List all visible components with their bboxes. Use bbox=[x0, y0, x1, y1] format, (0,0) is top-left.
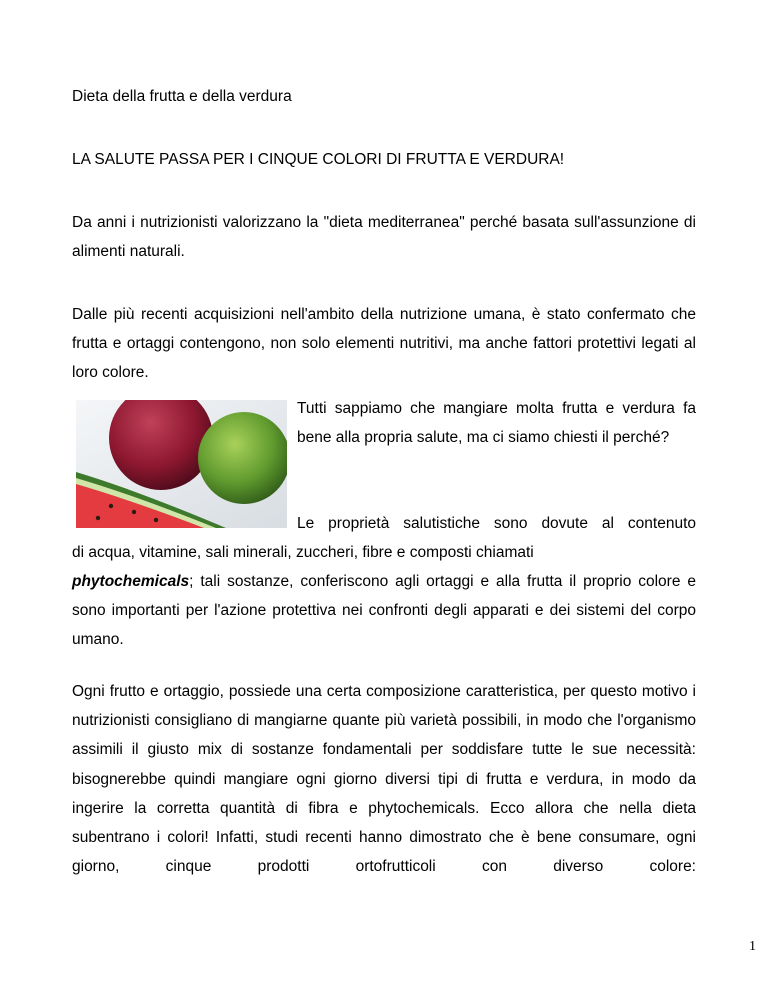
paragraph-4-start: Le proprietà salutistiche sono dovute al contenuto bbox=[297, 515, 696, 532]
fruit-photo-icon bbox=[76, 400, 287, 528]
paragraph-1: Da anni i nutrizionisti valorizzano la "dieta mediterranea" perché basata sull'assunzione di alimenti naturali. bbox=[72, 214, 696, 260]
document-heading: LA SALUTE PASSA PER I CINQUE COLORI DI FRUTTA E VERDURA! bbox=[72, 151, 565, 168]
document-page bbox=[72, 0, 696, 994]
paragraph-5: Ogni frutto e ortaggio, possiede una certa composizione caratteristica, per questo motivo i nutrizionisti consigliano di mangiarne quante più varietà possibili, in modo che l'organismo assimili il giusto mix di sostanze fondamentali per soddisfare tutte le sue necessità: bisognerebbe quindi mangiare ogni giorno diversi tipi di frutta e verdura, in modo da ingerire la corretta quantità di fibra e phytochemicals. Ecco allora che nella dieta subentrano i colori! Infatti, studi recenti hanno dimostrato che è bene consumare, ogni giorno, cinque prodotti ortofrutticoli con diverso colore: bbox=[72, 683, 696, 876]
page-number: 1 bbox=[749, 939, 756, 954]
paragraph-2: Dalle più recenti acquisizioni nell'ambito della nutrizione umana, è stato confermato che frutta e ortaggi contengono, non solo elementi nutritivi, ma anche fattori protettivi legati al loro colore. bbox=[72, 306, 696, 381]
paragraph-4-text-a: di acqua, vitamine, sali minerali, zuccheri, fibre e composti chiamati bbox=[72, 544, 534, 561]
document-title: Dieta della frutta e della verdura bbox=[72, 88, 292, 105]
paragraph-4 bbox=[72, 538, 696, 654]
phytochemicals-term: phytochemicals bbox=[72, 573, 190, 590]
paragraph-4-text-b: ; tali sostanze, conferiscono agli ortaggi e alla frutta il proprio colore e sono importanti per l'azione protettiva nei confronti degli apparati e dei sistemi del corpo umano. bbox=[72, 573, 696, 648]
fruit-image bbox=[76, 400, 287, 528]
paragraph-3: Tutti sappiamo che mangiare molta frutta e verdura fa bene alla propria salute, ma ci siamo chiesti il perché? bbox=[297, 400, 696, 446]
